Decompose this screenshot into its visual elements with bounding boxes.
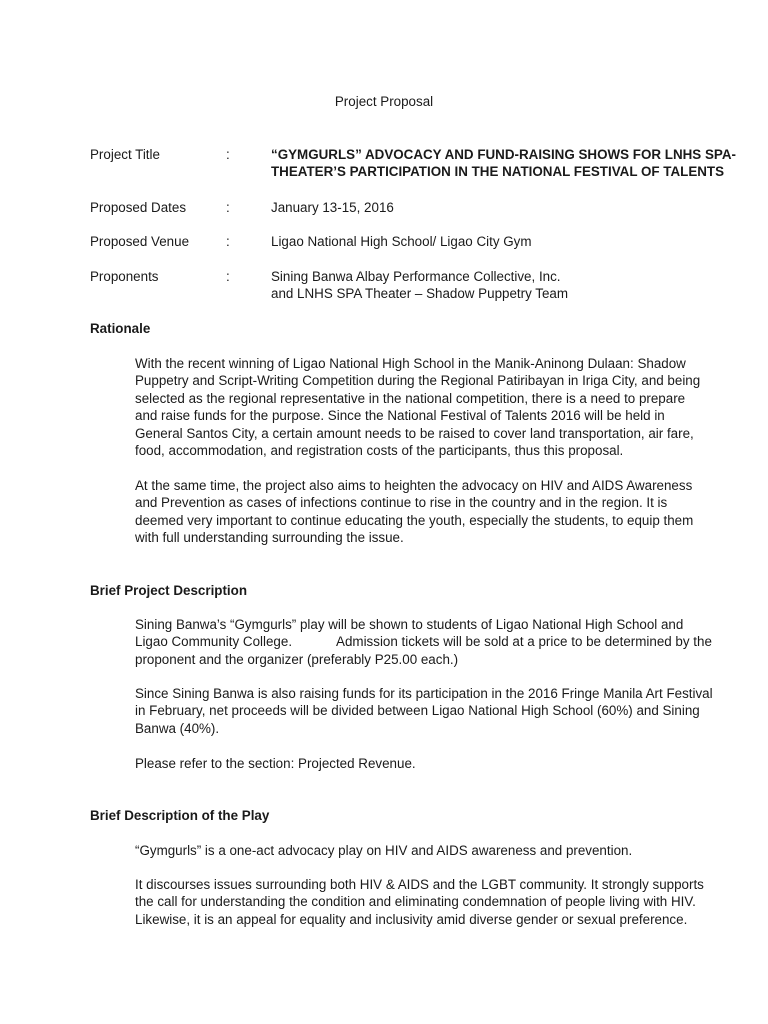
paragraph-line — [135, 633, 712, 650]
project-description-paragraph — [135, 685, 713, 737]
project-title-colon: : — [226, 147, 230, 162]
paragraph-segment: Admission tickets will be sold at a price to be determined by the — [336, 634, 712, 650]
paragraph-line: Sining Banwa’s “Gymgurls” play will be shown to students of Ligao National High School and — [135, 617, 684, 632]
project-title-value — [271, 146, 736, 181]
play-description-paragraph — [135, 842, 677, 859]
proposed-dates-value — [271, 199, 691, 216]
paragraph-line: in February, net proceeds will be divided between Ligao National High School (60%) and Sining — [135, 703, 700, 719]
paragraph-line: selected as the regional representative in the national competition, there is a need to prepare — [135, 390, 686, 406]
paragraph-line: with full understanding surrounding the issue. — [135, 530, 404, 546]
paragraph-line: deemed very important to continue educating the youth, especially the students, to equip them — [135, 512, 694, 528]
paragraph-line: Banwa (40%). — [135, 720, 220, 736]
proponents-line: Sining Banwa Albay Performance Collective, Inc. — [271, 269, 561, 284]
proposed-venue-line: Ligao National High School/ Ligao City Gym — [271, 234, 532, 249]
rationale-heading: Rationale — [90, 321, 151, 336]
paragraph-line: and raise funds for the purpose. Since the National Festival of Talents 2016 will be held in — [135, 408, 665, 424]
paragraph-line: Likewise, it is an appeal for equality and inclusivity amid diverse gender or sexual preference. — [135, 911, 688, 927]
paragraph-line: Please refer to the section: Projected Revenue. — [135, 756, 416, 771]
paragraph-line: “Gymgurls” is a one-act advocacy play on HIV and AIDS awareness and prevention. — [135, 843, 633, 858]
proponents-value — [271, 268, 691, 303]
rationale-paragraph — [135, 477, 694, 547]
project-description-heading: Brief Project Description — [90, 583, 248, 598]
paragraph-line: Since Sining Banwa is also raising funds for its participation in the 2016 Fringe Manila Art Festival — [135, 686, 713, 701]
proposed-venue-colon: : — [226, 234, 230, 249]
play-description-heading: Brief Description of the Play — [90, 808, 270, 823]
proposed-venue-value — [271, 233, 691, 250]
paragraph-line: Puppetry and Script-Writing Competition during the Regional Patiribayan in Iriga City, and being — [135, 373, 701, 389]
paragraph-segment: Ligao Community College. — [135, 634, 293, 650]
proposed-dates-colon: : — [226, 200, 230, 215]
project-title-line: “GYMGURLS” ADVOCACY AND FUND-RAISING SHOWS FOR LNHS SPA- — [271, 147, 736, 162]
rationale-paragraph — [135, 355, 701, 459]
proposed-dates-line: January 13-15, 2016 — [271, 200, 394, 215]
play-description-paragraph — [135, 876, 704, 928]
proposed-dates-label: Proposed Dates — [90, 200, 187, 215]
project-title-label: Project Title — [90, 147, 160, 162]
proponents-line: and LNHS SPA Theater – Shadow Puppetry Team — [271, 286, 569, 302]
paragraph-line: With the recent winning of Ligao National High School in the Manik-Aninong Dulaan: Shadow — [135, 356, 686, 371]
project-description-paragraph — [135, 755, 677, 772]
paragraph-line: food, accommodation, and registration costs of the participants, thus this proposal. — [135, 443, 624, 459]
proposed-venue-label: Proposed Venue — [90, 234, 190, 249]
paragraph-line: the call for understanding the condition and eliminating condemnation of people living with HIV. — [135, 894, 696, 910]
paragraph-line: It discourses issues surrounding both HIV & AIDS and the LGBT community. It strongly supports — [135, 877, 704, 892]
paragraph-line: General Santos City, a certain amount needs to be raised to cover land transportation, air fare, — [135, 425, 694, 441]
document-title: Project Proposal — [334, 94, 434, 109]
project-description-paragraph — [135, 616, 712, 668]
proponents-colon: : — [226, 269, 230, 284]
proponents-label: Proponents — [90, 269, 159, 284]
paragraph-line: and Prevention as cases of infections continue to rise in the country and in the region. It is — [135, 495, 668, 511]
project-title-line: THEATER’S PARTICIPATION IN THE NATIONAL FESTIVAL OF TALENTS — [271, 164, 725, 180]
paragraph-line: At the same time, the project also aims to heighten the advocacy on HIV and AIDS Awareness — [135, 478, 693, 493]
paragraph-line: proponent and the organizer (preferably P25.00 each.) — [135, 651, 459, 667]
